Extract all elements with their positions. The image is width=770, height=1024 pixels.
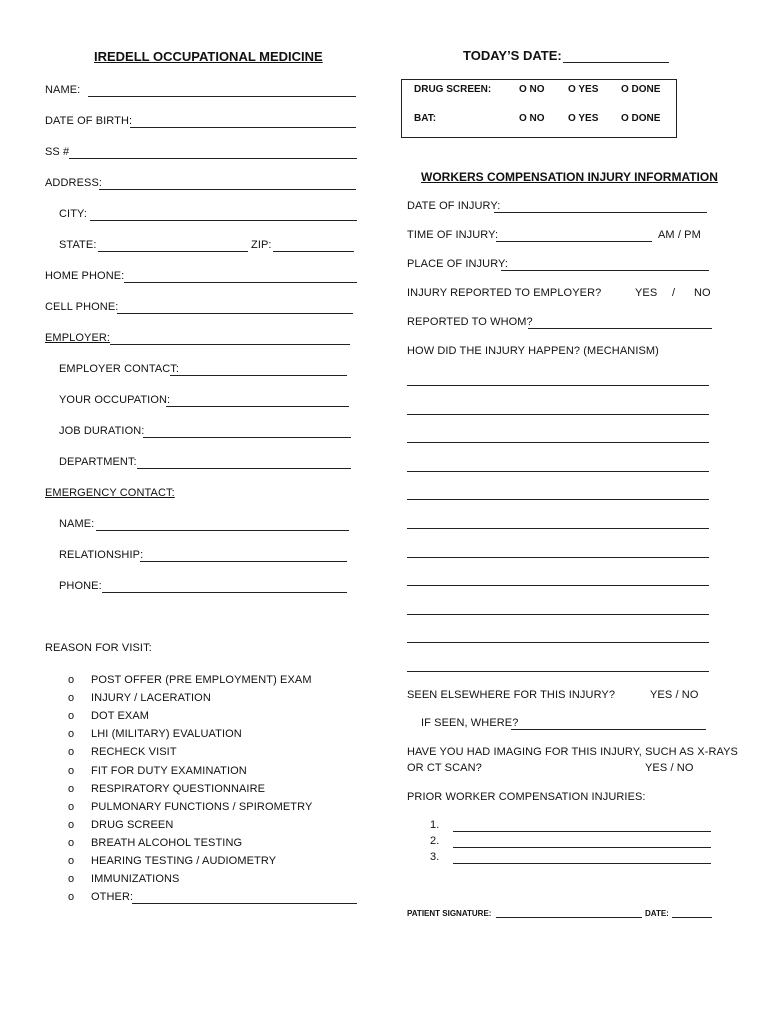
imaging-label-line2: OR CT SCAN? <box>407 762 482 774</box>
drug-screen-done-option[interactable]: O DONE <box>621 84 661 95</box>
seen-elsewhere-label: SEEN ELSEWHERE FOR THIS INJURY? <box>407 689 616 701</box>
mechanism-label: HOW DID THE INJURY HAPPEN? (MECHANISM) <box>407 345 659 357</box>
reported-slash: / <box>672 287 676 299</box>
signature-field[interactable] <box>496 917 642 918</box>
mechanism-line[interactable] <box>407 671 709 672</box>
emergency-heading: EMERGENCY CONTACT: <box>45 487 175 499</box>
reported-to-label: REPORTED TO WHOM? <box>407 316 533 328</box>
bat-yes-option[interactable]: O YES <box>568 113 599 124</box>
cell-phone-label: CELL PHONE: <box>45 301 119 313</box>
emergency-phone-label: PHONE: <box>59 580 102 592</box>
injury-place-label: PLACE OF INJURY: <box>407 258 509 270</box>
injury-time-label: TIME OF INJURY: <box>407 229 499 241</box>
todays-date-label: TODAY’S DATE: <box>463 48 562 63</box>
reason-checkbox-3[interactable]: o <box>68 728 75 740</box>
reason-checkbox-1[interactable]: o <box>68 692 75 704</box>
reason-checkbox-12[interactable]: o <box>68 891 75 903</box>
injury-date-label: DATE OF INJURY: <box>407 200 501 212</box>
prior-number-3: 3. <box>430 851 440 863</box>
state-field[interactable] <box>98 251 248 252</box>
mechanism-line[interactable] <box>407 585 709 586</box>
if-seen-field[interactable] <box>511 729 706 730</box>
prior-number-2: 2. <box>430 835 440 847</box>
reported-label: INJURY REPORTED TO EMPLOYER? <box>407 287 602 299</box>
seen-yes-no-options[interactable]: YES / NO <box>650 689 699 701</box>
signature-date-field[interactable] <box>672 917 712 918</box>
job-duration-label: JOB DURATION: <box>59 425 145 437</box>
reported-yes-option[interactable]: YES <box>635 287 658 299</box>
home-phone-label: HOME PHONE: <box>45 270 125 282</box>
reason-item-label: PULMONARY FUNCTIONS / SPIROMETRY <box>91 801 313 813</box>
injury-date-field[interactable] <box>494 212 707 213</box>
dob-field[interactable] <box>130 127 356 128</box>
cell-phone-field[interactable] <box>117 313 353 314</box>
job-duration-field[interactable] <box>143 437 351 438</box>
zip-label: ZIP: <box>251 239 272 251</box>
city-label: CITY: <box>59 208 88 220</box>
prior-number-1: 1. <box>430 819 440 831</box>
dob-label: DATE OF BIRTH: <box>45 115 133 127</box>
ss-field[interactable] <box>69 158 357 159</box>
reason-item-label: RESPIRATORY QUESTIONNAIRE <box>91 783 266 795</box>
mechanism-line[interactable] <box>407 642 709 643</box>
reason-item-label: HEARING TESTING / AUDIOMETRY <box>91 855 277 867</box>
reason-checkbox-10[interactable]: o <box>68 855 75 867</box>
drug-screen-label: DRUG SCREEN: <box>414 84 492 95</box>
reason-checkbox-5[interactable]: o <box>68 765 75 777</box>
name-label: NAME: <box>45 84 81 96</box>
department-label: DEPARTMENT: <box>59 456 137 468</box>
drug-screen-no-option[interactable]: O NO <box>519 84 545 95</box>
reason-item-label: POST OFFER (PRE EMPLOYMENT) EXAM <box>91 674 312 686</box>
reason-item-label: FIT FOR DUTY EXAMINATION <box>91 765 247 777</box>
mechanism-line[interactable] <box>407 442 709 443</box>
other-field[interactable] <box>132 903 357 904</box>
reason-checkbox-2[interactable]: o <box>68 710 75 722</box>
relationship-label: RELATIONSHIP: <box>59 549 144 561</box>
reason-item-label: INJURY / LACERATION <box>91 692 211 704</box>
zip-field[interactable] <box>273 251 354 252</box>
bat-done-option[interactable]: O DONE <box>621 113 661 124</box>
reason-checkbox-11[interactable]: o <box>68 873 75 885</box>
mechanism-line[interactable] <box>407 499 709 500</box>
reason-item-label: BREATH ALCOHOL TESTING <box>91 837 243 849</box>
emergency-name-field[interactable] <box>96 530 349 531</box>
reported-to-field[interactable] <box>528 328 712 329</box>
reason-item-label: OTHER: <box>91 891 134 903</box>
todays-date-field[interactable] <box>563 62 669 63</box>
clinic-title: IREDELL OCCUPATIONAL MEDICINE <box>94 49 323 64</box>
reason-item-label: DOT EXAM <box>91 710 150 722</box>
mechanism-line[interactable] <box>407 471 709 472</box>
injury-time-field[interactable] <box>496 241 652 242</box>
reason-item-label: RECHECK VISIT <box>91 746 177 758</box>
city-field[interactable] <box>90 220 357 221</box>
reason-item-label: DRUG SCREEN <box>91 819 174 831</box>
imaging-label-line1: HAVE YOU HAD IMAGING FOR THIS INJURY, SUCH AS X-RAYS <box>407 746 738 758</box>
reason-checkbox-4[interactable]: o <box>68 746 75 758</box>
mechanism-line[interactable] <box>407 614 709 615</box>
prior-injury-2-field[interactable] <box>453 847 711 848</box>
employer-field[interactable] <box>110 344 350 345</box>
imaging-yes-no-options[interactable]: YES / NO <box>645 762 694 774</box>
emergency-name-label: NAME: <box>59 518 95 530</box>
reported-no-option[interactable]: NO <box>694 287 711 299</box>
occupation-field[interactable] <box>166 406 349 407</box>
drug-screen-yes-option[interactable]: O YES <box>568 84 599 95</box>
prior-injury-1-field[interactable] <box>453 831 711 832</box>
reason-heading: REASON FOR VISIT: <box>45 642 152 654</box>
reason-item-label: IMMUNIZATIONS <box>91 873 180 885</box>
department-field[interactable] <box>137 468 351 469</box>
bat-no-option[interactable]: O NO <box>519 113 545 124</box>
prior-injury-3-field[interactable] <box>453 863 711 864</box>
address-label: ADDRESS: <box>45 177 103 189</box>
injury-heading: WORKERS COMPENSATION INJURY INFORMATION <box>421 170 718 184</box>
signature-label: PATIENT SIGNATURE: <box>407 909 492 918</box>
address-field[interactable] <box>99 189 356 190</box>
ss-label: SS # <box>45 146 70 158</box>
reason-checkbox-9[interactable]: o <box>68 837 75 849</box>
mechanism-line[interactable] <box>407 385 709 386</box>
reason-checkbox-7[interactable]: o <box>68 801 75 813</box>
signature-date-label: DATE: <box>645 909 669 918</box>
employer-heading: EMPLOYER: <box>45 332 111 344</box>
injury-place-field[interactable] <box>501 270 709 271</box>
employer-contact-field[interactable] <box>170 375 347 376</box>
occupation-label: YOUR OCCUPATION: <box>59 394 171 406</box>
reason-checkbox-8[interactable]: o <box>68 819 75 831</box>
home-phone-field[interactable] <box>124 282 357 283</box>
employer-contact-label: EMPLOYER CONTACT: <box>59 363 180 375</box>
mechanism-line[interactable] <box>407 557 709 558</box>
name-field[interactable] <box>88 96 356 97</box>
emergency-phone-field[interactable] <box>102 592 347 593</box>
mechanism-line[interactable] <box>407 528 709 529</box>
reason-item-label: LHI (MILITARY) EVALUATION <box>91 728 242 740</box>
relationship-field[interactable] <box>140 561 347 562</box>
bat-label: BAT: <box>414 113 437 124</box>
mechanism-line[interactable] <box>407 414 709 415</box>
reason-checkbox-0[interactable]: o <box>68 674 75 686</box>
state-label: STATE: <box>59 239 97 251</box>
prior-injuries-label: PRIOR WORKER COMPENSATION INJURIES: <box>407 791 646 803</box>
if-seen-label: IF SEEN, WHERE? <box>421 717 519 729</box>
reason-checkbox-6[interactable]: o <box>68 783 75 795</box>
am-pm-label[interactable]: AM / PM <box>658 229 701 241</box>
